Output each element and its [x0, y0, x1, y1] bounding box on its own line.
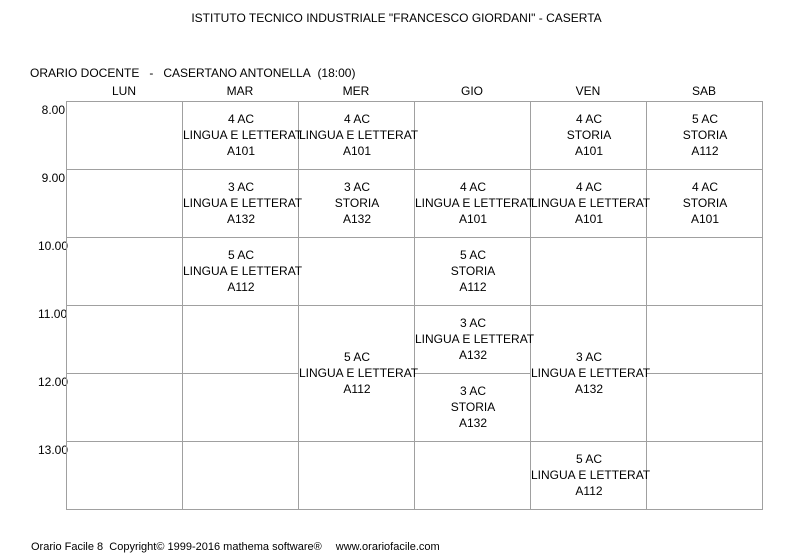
day-header-mar: MAR: [226, 84, 254, 98]
hour-label: 12.00: [38, 375, 69, 389]
teacher-name: CASERTANO ANTONELLA: [163, 66, 311, 80]
footer: [31, 541, 440, 553]
footer-copyright: Copyright© 1999-2016 mathema software®: [109, 541, 322, 553]
lesson-class: 3 AC: [459, 316, 486, 330]
lesson-room: A112: [575, 484, 603, 498]
lesson-class: 5 AC: [343, 350, 370, 364]
doc-label: ORARIO DOCENTE: [30, 66, 140, 80]
lesson-subject: LINGUA E LETTERAT: [183, 128, 303, 142]
lesson-subject: STORIA: [566, 128, 612, 142]
lesson-room: A112: [691, 144, 719, 158]
lesson-class: 4 AC: [691, 180, 718, 194]
day-header-mer: MER: [342, 84, 370, 98]
footer-website-link[interactable]: www.orariofacile.com: [335, 541, 440, 553]
lesson-subject: LINGUA E LETTERAT: [299, 366, 419, 380]
lesson-room: A132: [342, 212, 372, 226]
lesson-cell: [647, 111, 763, 159]
lesson-class: 4 AC: [227, 112, 254, 126]
lesson-subject: STORIA: [682, 196, 728, 210]
lesson-subject: LINGUA E LETTERAT: [531, 468, 651, 482]
lesson-room: A101: [690, 212, 720, 226]
lesson-subject: STORIA: [334, 196, 380, 210]
lesson-room: A132: [574, 382, 604, 396]
lesson-cell: [183, 179, 303, 227]
lesson-class: 3 AC: [227, 180, 254, 194]
day-header-ven: VEN: [575, 84, 601, 98]
day-header-gio: GIO: [460, 84, 483, 98]
lesson-class: 5 AC: [575, 452, 602, 466]
lesson-class: 4 AC: [459, 180, 486, 194]
lesson-cell: [299, 111, 419, 159]
lesson-subject: STORIA: [450, 400, 496, 414]
lesson-subject: LINGUA E LETTERAT: [183, 264, 303, 278]
lesson-cell: [415, 179, 535, 227]
lesson-subject: LINGUA E LETTERAT: [531, 196, 651, 210]
lesson-subject: LINGUA E LETTERAT: [299, 128, 419, 142]
teacher-line: [30, 66, 355, 80]
lesson-class: 4 AC: [575, 180, 602, 194]
lesson-cell: [299, 349, 419, 397]
lesson-class: 3 AC: [343, 180, 370, 194]
lesson-subject: STORIA: [682, 128, 728, 142]
footer-product: Orario Facile 8: [31, 541, 104, 553]
lesson-subject: LINGUA E LETTERAT: [531, 366, 651, 380]
lesson-class: 4 AC: [575, 112, 602, 126]
day-header-lun: LUN: [111, 84, 136, 98]
lesson-class: 5 AC: [691, 112, 718, 126]
lesson-cell: [531, 349, 651, 397]
lesson-class: 3 AC: [575, 350, 602, 364]
lesson-subject: LINGUA E LETTERAT: [183, 196, 303, 210]
lesson-class: 4 AC: [343, 112, 370, 126]
lesson-cell: [531, 451, 651, 499]
lesson-subject: LINGUA E LETTERAT: [415, 196, 535, 210]
hour-label: 10.00: [38, 239, 69, 253]
lesson-room: A101: [574, 212, 604, 226]
lesson-room: A112: [343, 382, 371, 396]
lesson-class: 5 AC: [459, 248, 486, 262]
lesson-room: A132: [458, 348, 488, 362]
lesson-cell: [415, 247, 531, 295]
school-title: ISTITUTO TECNICO INDUSTRIALE "FRANCESCO GIORDANI" - CASERTA: [191, 11, 602, 25]
lesson-class: 5 AC: [227, 248, 254, 262]
lesson-cell: [183, 247, 303, 295]
lesson-class: 3 AC: [459, 384, 486, 398]
lesson-cell: [531, 111, 647, 159]
lesson-subject: LINGUA E LETTERAT: [415, 332, 535, 346]
hour-label: 9.00: [41, 171, 65, 185]
hour-label: 11.00: [38, 307, 68, 321]
lesson-room: A101: [574, 144, 604, 158]
lesson-room: A101: [458, 212, 488, 226]
separator: -: [149, 66, 154, 80]
lesson-room: A132: [458, 416, 488, 430]
day-header-sab: SAB: [691, 84, 716, 98]
lesson-subject: STORIA: [450, 264, 496, 278]
lesson-room: A101: [342, 144, 372, 158]
lesson-cell: [183, 111, 303, 159]
hour-label: 13.00: [38, 443, 69, 457]
hour-label: 8.00: [41, 103, 65, 117]
hours-total: (18:00): [317, 66, 356, 80]
lesson-room: A112: [227, 280, 255, 294]
lesson-room: A101: [226, 144, 256, 158]
lesson-cell: [647, 179, 763, 227]
lesson-cell: [531, 179, 651, 227]
lesson-cell: [415, 315, 535, 363]
lesson-room: A112: [459, 280, 487, 294]
lesson-cell: [299, 179, 415, 227]
lesson-cell: [415, 383, 531, 431]
lesson-room: A132: [226, 212, 256, 226]
